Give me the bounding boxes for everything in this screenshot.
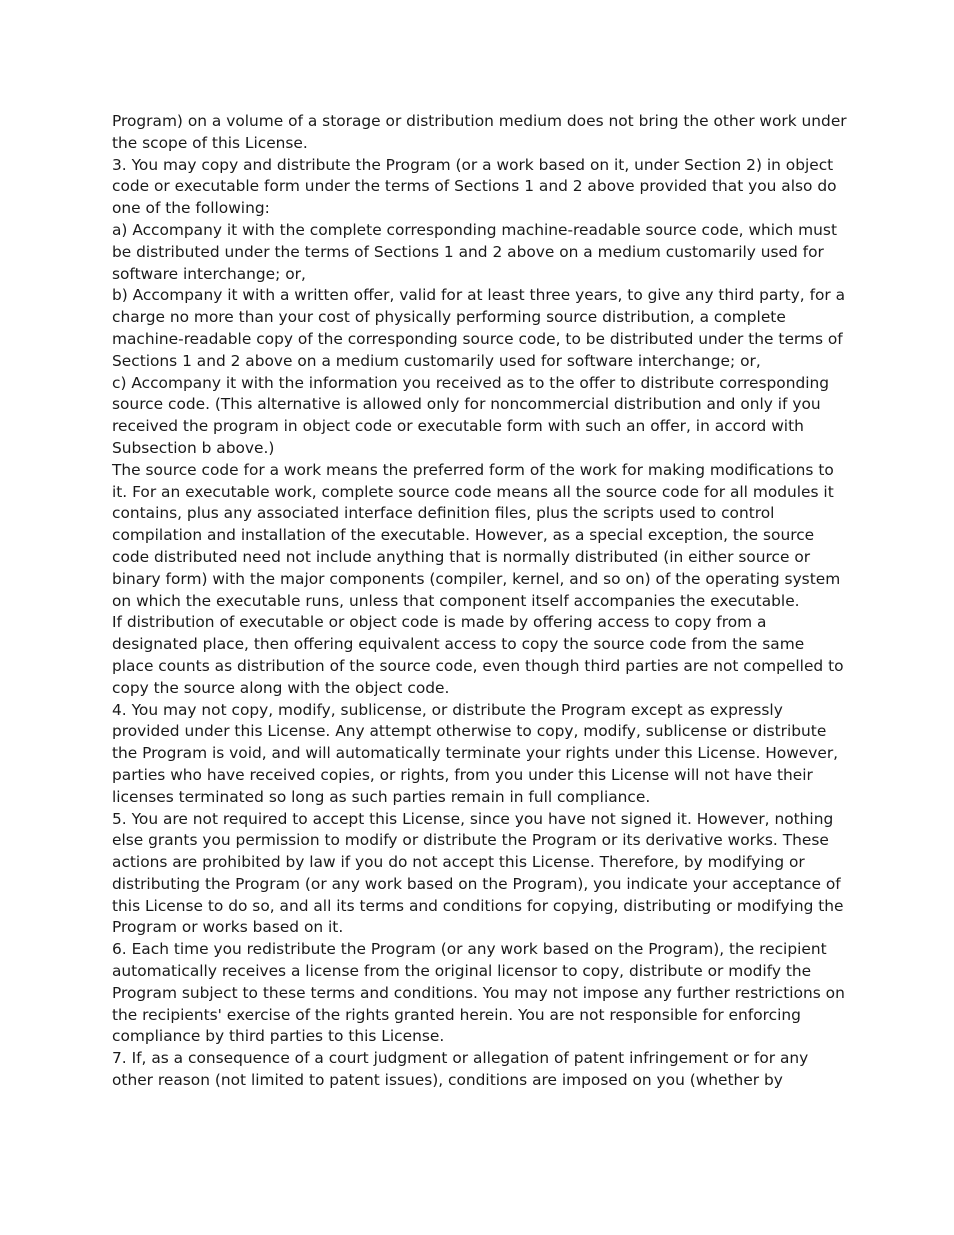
document-page: [112, 111, 847, 1092]
paragraph-section-6: 6. Each time you redistribute the Program (or any work based on the Program), the recipient automatically receives a license from the original licensor to copy, distribute or modify the Program subject to these terms and conditions. You may not impose any further restrictions on the recipients' exercise of the rights granted herein. You are not responsible for enforcing compliance by third parties to this License.: [112, 940, 845, 1046]
paragraph-section-3: 3. You may copy and distribute the Program (or a work based on it, under Section 2) in object code or executable form under the terms of Sections 1 and 2 above provided that you also do one of the following:: [112, 155, 837, 218]
paragraph-distribution-access: If distribution of executable or object code is made by offering access to copy from a designated place, then offering equivalent access to copy the source code from the same place counts as distribution of the source code, even though third parties are not compelled to copy the source along with the object code.: [112, 613, 844, 697]
paragraph-section-3a: a) Accompany it with the complete corresponding machine-readable source code, which must be distributed under the terms of Sections 1 and 2 above on a medium customarily used for software interchange; or,: [112, 220, 837, 283]
paragraph-section-3b: b) Accompany it with a written offer, valid for at least three years, to give any third party, for a charge no more than your cost of physically performing source distribution, a complete machine-readable copy of the corresponding source code, to be distributed under the terms of Sections 1 and 2 above on a medium customarily used for software interchange; or,: [112, 286, 846, 370]
paragraph-continuation: Program) on a volume of a storage or distribution medium does not bring the other work under the scope of this License.: [112, 112, 847, 152]
paragraph-section-4: 4. You may not copy, modify, sublicense, or distribute the Program except as expressly provided under this License. Any attempt otherwise to copy, modify, sublicense or distribute the Program is void, and will automatically terminate your rights under this License. However, parties who have received copies, or rights, from you under this License will not have their licenses terminated so long as such parties remain in full compliance.: [112, 700, 839, 806]
paragraph-source-code-definition: The source code for a work means the preferred form of the work for making modifications to it. For an executable work, complete source code means all the source code for all modules it contains, plus any associated interface definition files, plus the scripts used to control compilation and installation of the executable. However, as a special exception, the source code distributed need not include anything that is normally distributed (in either source or binary form) with the major components (compiler, kernel, and so on) of the operating system on which the executable runs, unless that component itself accompanies the executable.: [112, 460, 841, 610]
paragraph-section-5: 5. You are not required to accept this License, since you have not signed it. However, nothing else grants you permission to modify or distribute the Program or its derivative works. These actions are prohibited by law if you do not accept this License. Therefore, by modifying or distributing the Program (or any work based on the Program), you indicate your acceptance of this License to do so, and all its terms and conditions for copying, distributing or modifying the Program or works based on it.: [112, 809, 844, 937]
paragraph-section-7: 7. If, as a consequence of a court judgment or allegation of patent infringement or for any other reason (not limited to patent issues), conditions are imposed on you (whether by: [112, 1049, 809, 1090]
paragraph-section-3c: c) Accompany it with the information you received as to the offer to distribute corresponding source code. (This alternative is allowed only for noncommercial distribution and only if you received the program in object code or executable form with such an offer, in accord with Subsection b above.): [112, 373, 830, 457]
